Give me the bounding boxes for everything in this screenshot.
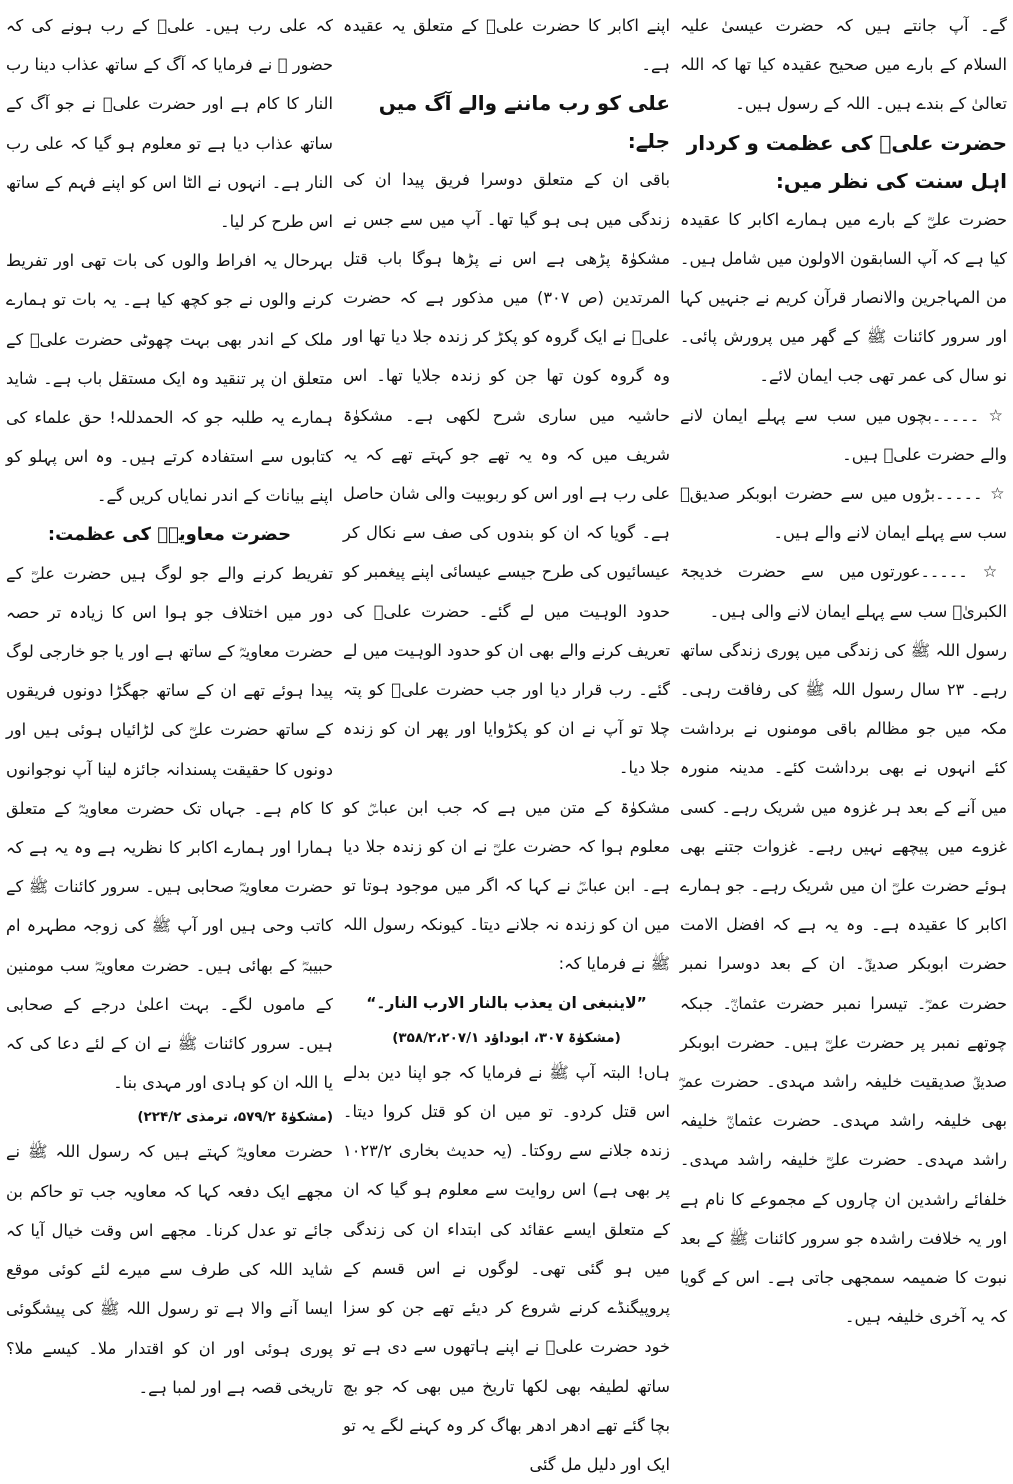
column-right [680, 6, 1007, 1424]
star-bullet-item: ☆ ۔۔۔۔۔عورتوں میں سے حضرت خدیجۃ الکبریٰؓ سب سے پہلے ایمان لانے والی ہیں۔ [680, 552, 1007, 630]
section-heading: حضرت علیؓ کی عظمت و کردار اہل سنت کی نظر میں: [686, 130, 1007, 193]
body-paragraph: مشکوٰۃ کے متن میں ہے کہ جب ابن عباسؓ کو معلوم ہوا کہ حضرت علیؓ نے ان کو زندہ جلا دیا ہے۔ ابن عباسؓ نے کہا کہ اگر میں موجود ہوتا تو میں ان کو زندہ نہ جلانے دیتا۔ کیونکہ رسول اللہ ﷺ نے فرمایا کہ: [343, 797, 670, 974]
body-paragraph: حضرت معاویہؓ کہتے ہیں کہ رسول اللہ ﷺ نے مجھے ایک دفعہ کہا کہ معاویہ جب تو حاکم بن جائے تو عدل کرنا۔ مجھے اس وقت خیال آیا کہ شاید اللہ کی طرف سے میرے لئے کوئی موقع ایسا آنے والا ہے تو رسول اللہ ﷺ کی پیشگوئی پوری ہوئی اور ان کو اقتدار ملا۔ کیسے ملا؟ تاریخی قصہ ہے اور لمبا ہے۔ [6, 1142, 333, 1397]
body-paragraph: حضرت علیؓ کے بارے میں ہمارے اکابر کا عقیدہ کیا ہے کہ آپ السابقون الاولون میں شامل ہیں۔ من المہاجرین والانصار قرآن کریم نے جنہیں کہا اور سرور کائنات ﷺ کے گھر میں پرورش پائی۔ نو سال کی عمر تھی جب ایمان لائے۔ [680, 209, 1007, 386]
body-paragraph: تفریط کرنے والے جو لوگ ہیں حضرت علیؓ کے دور میں اختلاف جو ہوا اس کا زیادہ تر حصہ حضرت معاویہؓ کے ساتھ ہے اور یا جو خارجی لوگ پیدا ہوئے تھے ان کے ساتھ جھگڑا دونوں فریقوں کے ساتھ حضرت علیؓ کی لڑائیاں ہوئی ہیں اور دونوں کا حقیقت پسندانہ جائزہ لینا آپ نوجوانوں کا کام ہے۔ جہاں تک حضرت معاویہؓ کے متعلق ہمارا اور ہمارے اکابر کا نظریہ ہے وہ یہ ہے کہ حضرت معاویہؓ صحابی ہیں۔ سرور کائنات ﷺ کے کاتب وحی ہیں اور آپ ﷺ کی زوجہ مطہرہ ام حبیبہؓ کے بھائی ہیں۔ حضرت معاویہؓ سب مومنین کے ماموں لگے۔ بہت اعلیٰ درجے کے صحابی ہیں۔ سرور کائنات ﷺ نے ان کے لئے دعا کی کہ یا اللہ ان کو ہادی اور مہدی بنا۔ [6, 563, 333, 1093]
reference-citation: (مشکوٰۃ ۵۷۹/۲، ترمذی ۲۲۴/۲) [137, 1109, 333, 1126]
body-paragraph: باقی ان کے متعلق دوسرا فریق پیدا ان کی زندگی میں ہی ہو گیا تھا۔ آپ میں سے جس نے مشکوٰۃ پڑھی ہے اس نے پڑھا ہوگا باب قتل المرتدین (ص ۳۰۷) میں مذکور ہے کہ حضرت علیؓ نے ایک گروہ کو پکڑ کر زندہ جلا دیا تھا اور وہ گروہ کون تھا جن کو زندہ جلایا تھا۔ اس حاشیہ میں ساری شرح لکھی ہے۔ مشکوٰۃ شریف میں کہ وہ یہ تھے جو کہتے تھے کہ یہ علی رب ہے اور اس کو ربوبیت والی شان حاصل ہے۔ گویا کہ ان کو بندوں کی صف سے نکال کر عیسائیوں کی طرح جیسے عیسائی اپنے پیغمبر کو حدود الوہیت میں لے گئے۔ حضرت علیؓ کی تعریف کرنے والے بھی ان کو حدود الوہیت میں لے گئے۔ رب قرار دیا اور جب حضرت علیؓ کو پتہ چلا تو آپ نے ان کو پکڑوایا اور پھر ان کو زندہ جلا دیا۔ [343, 170, 670, 778]
section-heading-centered: حضرت معاویہؓ کی عظمت: [47, 523, 292, 545]
star-bullet-item: ☆ ۔۔۔۔۔بڑوں میں سے حضرت ابوبکر صدیقؓ سب سے پہلے ایمان لانے والے ہیں۔ [680, 474, 1007, 552]
body-paragraph: رسول اللہ ﷺ کی زندگی میں پوری زندگی ساتھ رہے۔ ۲۳ سال رسول اللہ ﷺ کی رفاقت رہی۔ مکہ میں جو مظالم باقی مومنوں نے برداشت کئے انہوں نے بھی برداشت کئے۔ مدینہ منورہ میں آنے کے بعد ہر غزوہ میں شریک رہے۔ کسی غزوے میں پیچھے نہیں رہے۔ غزوات جتنے بھی ہوئے حضرت علیؓ ان میں شریک رہے۔ جو ہمارے اکابر کا عقیدہ ہے۔ وہ یہ ہے کہ افضل الامت حضرت ابوبکر صدیقؓ۔ ان کے بعد دوسرا نمبر حضرت عمرؓ۔ تیسرا نمبر حضرت عثمانؓ۔ جبکہ چوتھے نمبر پر حضرت علیؓ ہیں۔ حضرت ابوبکر صدیقؓ صدیقیت خلیفہ راشد مہدی۔ حضرت عمرؓ بھی خلیفہ راشد مہدی۔ حضرت عثمانؓ خلیفہ راشد مہدی۔ حضرت علیؓ خلیفہ راشد مہدی۔ خلفائے راشدین ان چاروں کے مجموعے کا نام ہے اور یہ خلافت راشدہ جو سرور کائنات ﷺ کے بعد نبوت کا ضمیمہ سمجھی جاتی ہے۔ اس کے گویا کہ یہ آخری خلیفہ ہیں۔ [680, 640, 1007, 1327]
body-paragraph: بہرحال یہ افراط والوں کی بات تھی اور تفریط کرنے والوں نے جو کچھ کیا ہے۔ یہ بات تو ہمارے ملک کے اندر بھی بہت چھوٹی حضرت علیؓ کے متعلق ان پر تنقید وہ ایک مستقل باب ہے۔ شاید ہمارے یہ طلبہ جو کہ الحمدللہ! حق علماء کی کتابوں سے استفادہ کرتے ہیں۔ وہ اس پہلو کو اپنے بیانات کے اندر نمایاں کریں گے۔ [6, 251, 333, 506]
body-paragraph: ہاں! البتہ آپ ﷺ نے فرمایا کہ جو اپنا دین بدلے اس قتل کردو۔ تو میں ان کو قتل کروا دیتا۔ زندہ جلانے سے روکتا۔ (یہ حدیث بخاری ۱۰۲۳/۲ پر بھی ہے) اس روایت سے معلوم ہو گیا کہ ان کے متعلق ایسے عقائد کی ابتداء ان کی زندگی میں ہو گئی تھی۔ لوگوں نے اس قسم کے پروپیگنڈے کرنے شروع کر دیئے تھے جن کو سزا خود حضرت علیؓ نے اپنے ہاتھوں سے دی ہے تو ساتھ لطیفہ بھی لکھا تاریخ میں بھی کہ جو بچ بچا گئے تھے ادھر ادھر بھاگ کر وہ کہنے لگے یہ تو ایک اور دلیل مل گئی [343, 1062, 670, 1474]
star-bullet-item: ☆ ۔۔۔۔۔بچوں میں سب سے پہلے ایمان لانے والے حضرت علیؓ ہیں۔ [680, 396, 1007, 474]
section-heading: علی کو رب ماننے والے آگ میں جلے: [378, 91, 670, 154]
body-paragraph: اپنے اکابر کا حضرت علیؓ کے متعلق یہ عقیدہ ہے۔ [343, 16, 670, 75]
arabic-quote: ”لاینبغی ان یعذب بالنار الارب النار۔“ [366, 993, 647, 1012]
body-paragraph: کہ علی رب ہیں۔ علیؓ کے رب ہونے کی کہ حضور ﷺ نے فرمایا کہ آگ کے ساتھ عذاب دینا رب النار کا کام ہے اور حضرت علیؓ نے جو آگ کے ساتھ عذاب دیا ہے تو معلوم ہو گیا کہ علی رب النار ہے۔ انہوں نے الٹا اس کو اپنے فہم کے ساتھ اس طرح کر لیا۔ [6, 16, 333, 232]
column-middle [343, 6, 670, 1474]
body-paragraph: گے۔ آپ جانتے ہیں کہ حضرت عیسیٰ علیہ السلام کے بارے میں صحیح عقیدہ کیا تھا کہ اللہ تعالیٰ کے بندے ہیں۔ اللہ کے رسول ہیں۔ [680, 16, 1007, 114]
column-left [6, 6, 333, 1424]
reference-citation: (مشکوٰۃ ۳۰۷، ابوداؤد ۳۵۸/۲،۲۰۷/۱) [392, 1029, 621, 1046]
